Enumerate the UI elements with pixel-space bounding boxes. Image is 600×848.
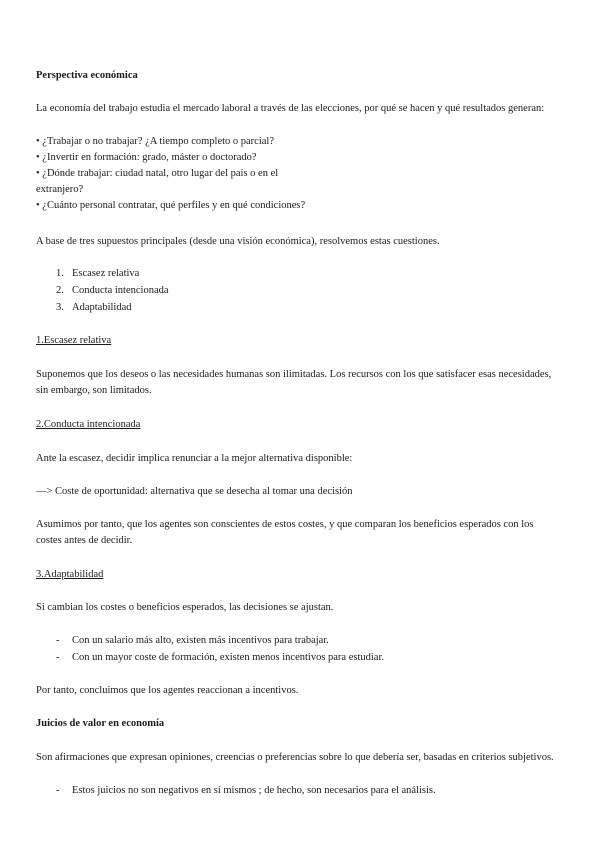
intro-paragraph: La economía del trabajo estudia el mercado laboral a través de las elecciones, por qué se hacen y qué resultados generan: xyxy=(36,103,545,114)
heading-escasez: 1.Escasez relativa xyxy=(36,335,112,346)
list-number: 3. xyxy=(56,302,64,313)
list-item xyxy=(36,300,560,317)
conduct-paragraph-2: Asumimos por tanto, que los agentes son conscientes de estos costes, y que comparan los beneficios esperados con los costes antes de decidir. xyxy=(36,519,534,546)
bullet-line: • ¿Dónde trabajar: ciudad natal, otro lugar del país o en el xyxy=(36,168,279,179)
question-bullets xyxy=(36,134,560,214)
assumptions-list xyxy=(36,266,560,317)
heading-adaptabilidad: 3.Adaptabilidad xyxy=(36,569,104,580)
conclusion-paragraph: Por tanto, concluimos que los agentes reaccionan a incentivos. xyxy=(36,685,299,696)
value-judgments-list xyxy=(36,783,560,800)
value-judgments-paragraph: Son afirmaciones que expresan opiniones, creencias o preferencias sobre lo que debería ser, basadas en criterios subjetivos. xyxy=(36,752,554,763)
scarcity-paragraph: Suponemos que los deseos o las necesidades humanas son ilimitadas. Los recursos con los que satisfacer esas necesidades, sin embargo, son limitados. xyxy=(36,369,552,396)
list-item: - Con un salario más alto, existen más incentivos para trabajar. xyxy=(56,635,329,646)
list-item xyxy=(36,283,560,300)
bullet-line: • ¿Cuánto personal contratar, qué perfiles y en qué condiciones? xyxy=(36,200,306,211)
list-label: Adaptabilidad xyxy=(72,302,132,313)
assumptions-intro: A base de tres supuestos principales (desde una visión económica), resolvemos estas cuestiones. xyxy=(36,236,440,247)
opportunity-cost-line: —> Coste de oportunidad: alternativa que se desecha al tomar una decisión xyxy=(36,486,353,497)
list-number: 2. xyxy=(56,285,64,296)
section-heading-perspectiva: Perspectiva económica xyxy=(36,70,138,81)
list-label: Conducta intencionada xyxy=(72,285,169,296)
list-item xyxy=(36,266,560,283)
adaptability-paragraph: Si cambian los costes o beneficios esperados, las decisiones se ajustan. xyxy=(36,602,334,613)
list-item: - Con un mayor coste de formación, existen menos incentivos para estudiar. xyxy=(56,652,385,663)
section-heading-juicios: Juicios de valor en economía xyxy=(36,718,165,729)
list-label: Escasez relativa xyxy=(72,268,140,279)
heading-conducta: 2.Conducta intencionada xyxy=(36,419,141,430)
incentives-list xyxy=(36,633,560,667)
list-number: 1. xyxy=(56,268,64,279)
conduct-paragraph-1: Ante la escasez, decidir implica renunciar a la mejor alternativa disponible: xyxy=(36,453,353,464)
bullet-line: • ¿Invertir en formación: grado, máster o doctorado? xyxy=(36,152,257,163)
list-label: Con un salario más alto, existen más incentivos para trabajar. xyxy=(72,635,329,646)
list-item: - Estos juicios no son negativos en sí mismos ; de hecho, son necesarios para el análisis. xyxy=(56,785,436,796)
bullet-line: • ¿Trabajar o no trabajar? ¿A tiempo completo o parcial? xyxy=(36,136,274,147)
list-label: Estos juicios no son negativos en sí mismos ; de hecho, son necesarios para el análisis. xyxy=(72,785,436,796)
list-label: Con un mayor coste de formación, existen menos incentivos para estudiar. xyxy=(72,652,385,663)
bullet-line: extranjero? xyxy=(36,184,84,195)
